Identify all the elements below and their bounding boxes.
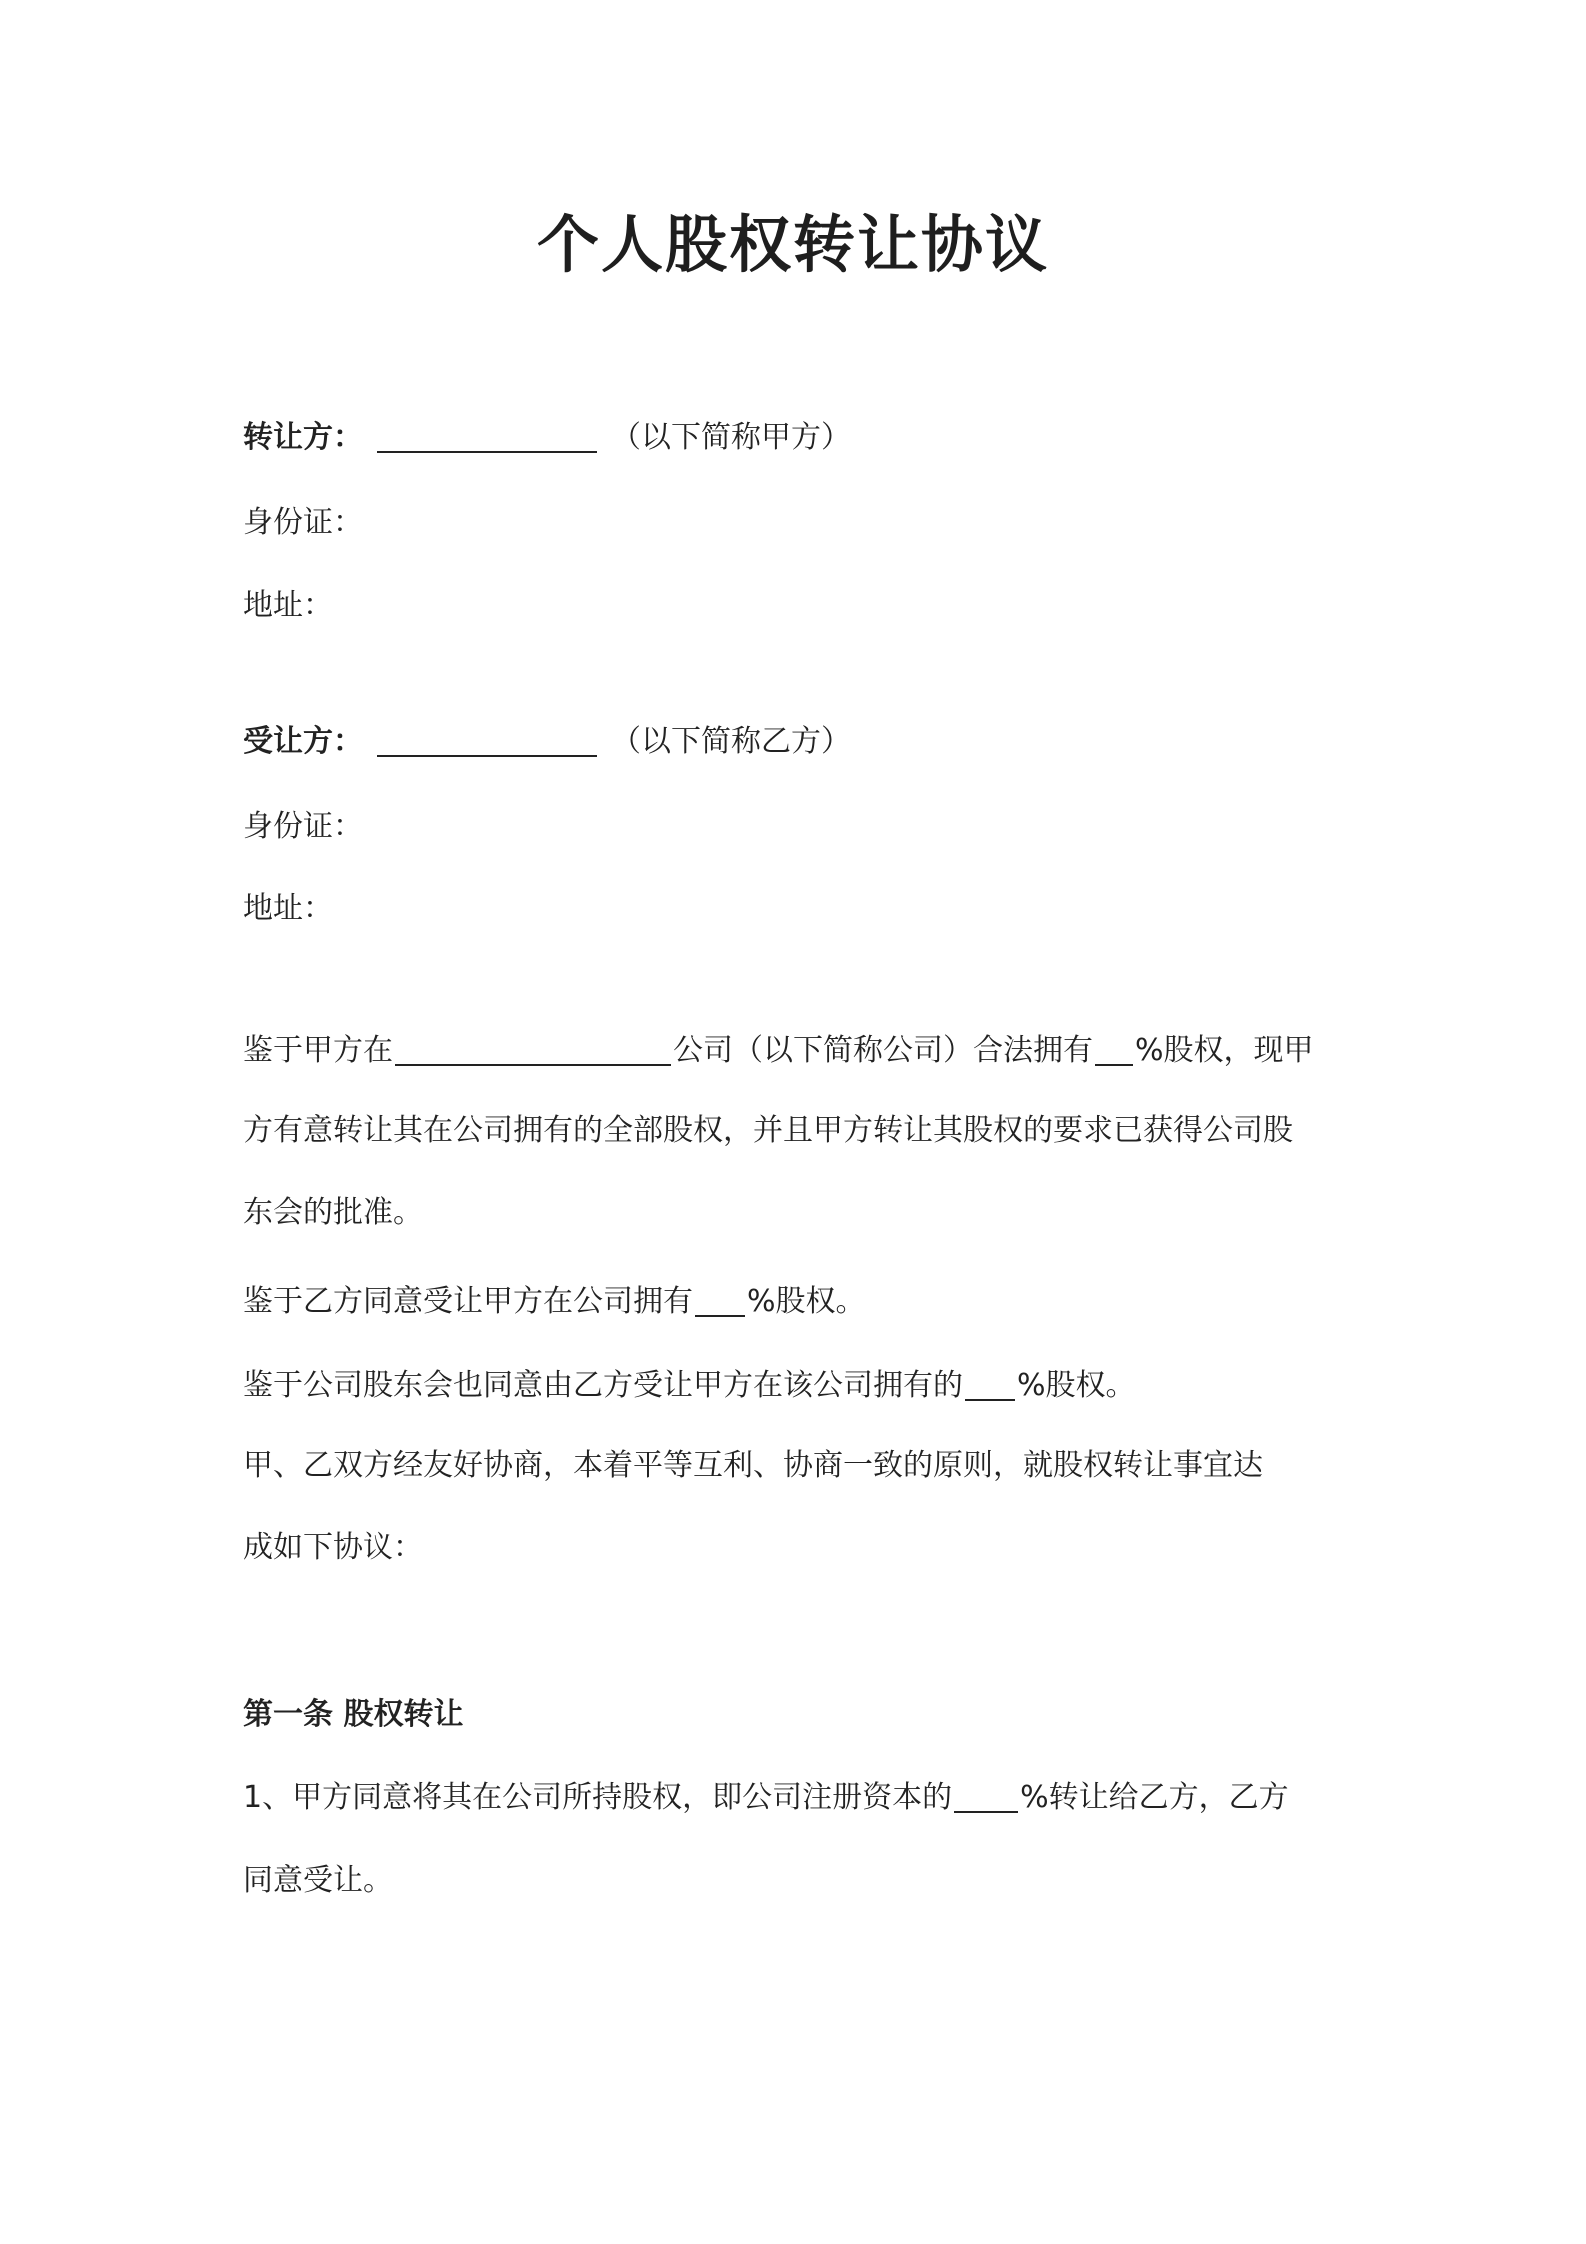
article-1-item-1-line-1 — [243, 1778, 1289, 1818]
recital-1-text-b: 公司（以下简称公司）合法拥有 — [673, 1033, 1093, 1068]
document-title: 个人股权转让协议 — [536, 208, 1049, 281]
transferee-label: 受让方： — [243, 724, 363, 759]
percent-blank-1 — [1095, 1032, 1133, 1066]
transferor-line — [243, 418, 851, 458]
percent-blank-3 — [965, 1367, 1015, 1401]
recital-4-line-1: 甲、乙双方经友好协商，本着平等互利、协商一致的原则，就股权转让事宜达 — [243, 1448, 1263, 1483]
transferee-name-blank — [377, 723, 597, 757]
recital-3 — [243, 1366, 1136, 1406]
recital-4-line-2: 成如下协议： — [243, 1530, 423, 1565]
transferor-note: （以下简称甲方） — [611, 420, 851, 455]
transferee-note: （以下简称乙方） — [611, 724, 851, 759]
recital-1-text-c: %股权，现甲 — [1135, 1033, 1314, 1068]
recital-1-line-3: 东会的批准。 — [243, 1195, 423, 1230]
recital-2-text-b: %股权。 — [747, 1284, 866, 1319]
transferee-line — [243, 722, 851, 762]
percent-blank-4 — [954, 1779, 1018, 1813]
recital-3-text-b: %股权。 — [1017, 1368, 1136, 1403]
company-name-blank — [395, 1032, 671, 1066]
recital-2 — [243, 1282, 866, 1322]
recital-1-line-2: 方有意转让其在公司拥有的全部股权，并且甲方转让其股权的要求已获得公司股 — [243, 1113, 1293, 1148]
recital-1-line-1 — [243, 1031, 1314, 1071]
transferor-address-label: 地址： — [243, 588, 333, 623]
transferee-id-label: 身份证： — [243, 809, 363, 844]
transferor-name-blank — [377, 419, 597, 453]
recital-3-text-a: 鉴于公司股东会也同意由乙方受让甲方在该公司拥有的 — [243, 1368, 963, 1403]
article-1-item-1-line-2: 同意受让。 — [243, 1863, 393, 1898]
recital-1-text-a: 鉴于甲方在 — [243, 1033, 393, 1068]
article-1-heading: 第一条 股权转让 — [243, 1697, 464, 1732]
article-1-item-1-text-a: 1、甲方同意将其在公司所持股权，即公司注册资本的 — [243, 1780, 953, 1815]
transferor-id-label: 身份证： — [243, 505, 363, 540]
transferor-label: 转让方： — [243, 420, 363, 455]
percent-blank-2 — [695, 1283, 745, 1317]
recital-2-text-a: 鉴于乙方同意受让甲方在公司拥有 — [243, 1284, 693, 1319]
article-1-item-1-text-b: %转让给乙方，乙方 — [1020, 1780, 1289, 1815]
transferee-address-label: 地址： — [243, 891, 333, 926]
